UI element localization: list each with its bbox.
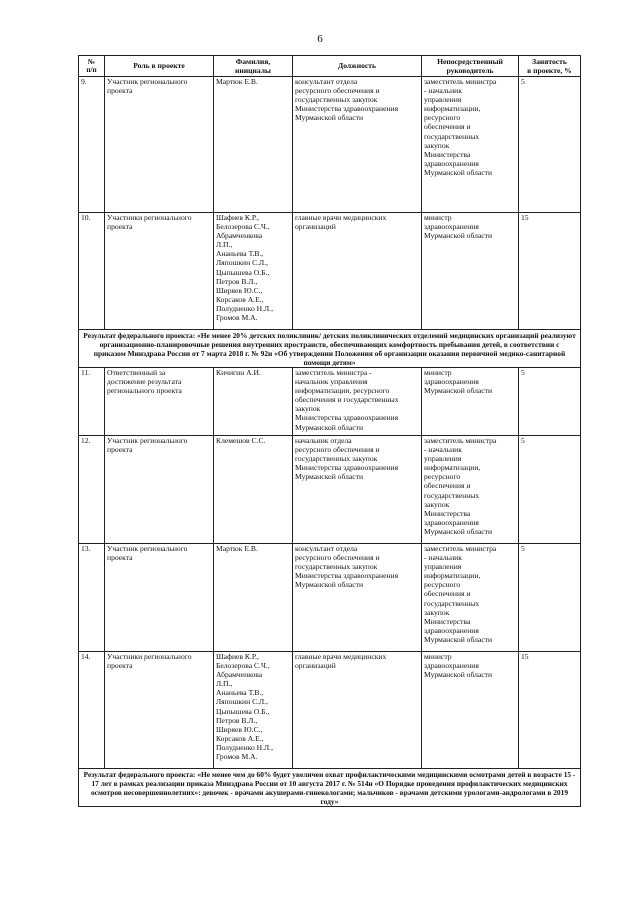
table-header-row — [79, 56, 581, 77]
row-name: Мартюк Е.В. — [214, 77, 293, 213]
column-header-position: Должность — [293, 56, 422, 77]
row-role: Ответственный за достижение результата регионального проекта — [105, 368, 214, 436]
row-load: 15 — [519, 213, 581, 330]
column-header-load: Занятость в проекте, % — [519, 56, 581, 77]
row-role: Участник регионального проекта — [105, 77, 214, 213]
row-load: 5 — [519, 77, 581, 213]
row-supervisor: министр здравоохранения Мурманской области — [422, 652, 519, 769]
row-name: Клемешов С.С. — [214, 436, 293, 544]
federal-result-text: Результат федерального проекта: «Не менее чем до 60% будет увеличен охват профилактическими медицинскими осмотрами детей в возрасте 15 - 17 лет в рамках реализации приказа Минздрава России от 10 августа 2017 г. № 514н «О Порядке проведения профилактических медицинских осмотров несовершеннолетних»: девочек - врачами акушерами-гинекологами; мальчиков - врачами детскими урологами-андрологами в 2019 году» — [79, 769, 581, 807]
row-number: 14. — [79, 652, 105, 769]
row-position: начальник отдела ресурсного обеспечения и государственных закупок Министерства здравоохранения Мурманской области — [293, 436, 422, 544]
row-supervisor: заместитель министра - начальник управления информатизации, ресурсного обеспечения и государственных закупок Министерства здравоохранения Мурманской области — [422, 77, 519, 213]
federal-result-row — [79, 330, 581, 368]
column-header-supervisor: Непосредственный руководитель — [422, 56, 519, 77]
row-supervisor: заместитель министра - начальник управления информатизации, ресурсного обеспечения и государственных закупок Министерства здравоохранения Мурманской области — [422, 544, 519, 652]
row-load: 5 — [519, 368, 581, 436]
row-position: консультант отдела ресурсного обеспечения и государственных закупок Министерства здравоохранения Мурманской области — [293, 544, 422, 652]
table-row — [79, 77, 581, 213]
row-load: 5 — [519, 436, 581, 544]
table-row — [79, 544, 581, 652]
table-row — [79, 436, 581, 544]
page-number: 6 — [317, 33, 323, 45]
row-position: консультант отдела ресурсного обеспечения и государственных закупок Министерства здравоохранения Мурманской области — [293, 77, 422, 213]
federal-result-text: Результат федерального проекта: «Не менее 20% детских поликлиник/ детских поликлинических отделений медицинских организаций реализуют организационно-планировочные решения внутренних пространств, обеспечивающих комфортность пребывания детей, в соответствии с приказом Минздрава России от 7 марта 2018 г. № 92н «Об утверждении Положения об организации оказания первичной медико-санитарной помощи детям» — [79, 330, 581, 368]
row-name: Шафиев К.Р., Белозерова С.Ч., Абрамченкова Л.П., Ананьева Т.В., Ляпошкин С.Л., Цыпышева О.Б., Петров В.Л., Ширяев Ю.С., Корсаков А.Е., Полудненко Н.Л., Громов М.А. — [214, 213, 293, 330]
row-load: 15 — [519, 652, 581, 769]
row-role: Участники регионального проекта — [105, 213, 214, 330]
row-role: Участник регионального проекта — [105, 436, 214, 544]
row-name: Шафиев К.Р., Белозерова С.Ч., Абрамченкова Л.П., Ананьева Т.В., Ляпошкин С.Л., Цыпышева О.Б., Петров В.Л., Ширяев Ю.С., Корсаков А.Е., Полудненко Н.Л., Громов М.А. — [214, 652, 293, 769]
row-number: 13. — [79, 544, 105, 652]
row-supervisor: заместитель министра - начальник управления информатизации, ресурсного обеспечения и государственных закупок Министерства здравоохранения Мурманской области — [422, 436, 519, 544]
row-number: 9. — [79, 77, 105, 213]
row-role: Участник регионального проекта — [105, 544, 214, 652]
row-supervisor: министр здравоохранения Мурманской области — [422, 213, 519, 330]
column-header-role: Роль в проекте — [105, 56, 214, 77]
row-role: Участники регионального проекта — [105, 652, 214, 769]
row-position: главные врачи медицинских организаций — [293, 213, 422, 330]
table-row — [79, 368, 581, 436]
row-name: Кичигин А.И. — [214, 368, 293, 436]
row-number: 10. — [79, 213, 105, 330]
column-header-number: № п/п — [79, 56, 105, 77]
row-load: 5 — [519, 544, 581, 652]
row-number: 11. — [79, 368, 105, 436]
project-roster-table — [78, 55, 581, 807]
row-position: главные врачи медицинских организаций — [293, 652, 422, 769]
column-header-name: Фамилия, инициалы — [214, 56, 293, 77]
table-row — [79, 652, 581, 769]
row-number: 12. — [79, 436, 105, 544]
federal-result-row — [79, 769, 581, 807]
table-row — [79, 213, 581, 330]
row-name: Мартюк Е.В. — [214, 544, 293, 652]
row-supervisor: министр здравоохранения Мурманской области — [422, 368, 519, 436]
row-position: заместитель министра - начальник управления информатизации, ресурсного обеспечения и государственных закупок Министерства здравоохранения Мурманской области — [293, 368, 422, 436]
